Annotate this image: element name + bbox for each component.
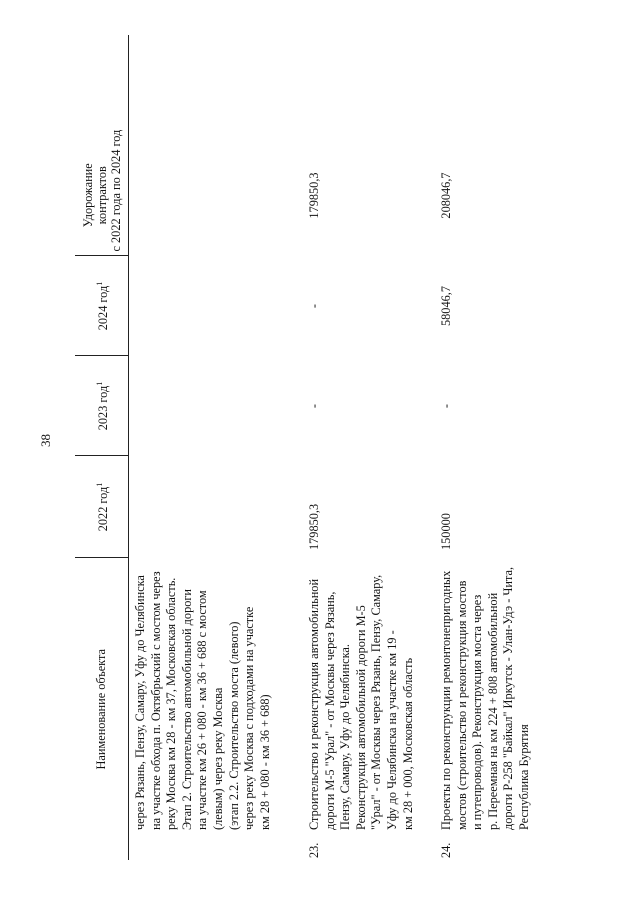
objects-table-rotated (75, 35, 535, 860)
value-2024 (129, 256, 306, 356)
table-row (437, 35, 537, 860)
value-2024: 58046,7 (439, 286, 453, 326)
value-2022: 179850,3 (307, 503, 321, 550)
value-2022: 150000 (439, 513, 453, 550)
object-name-cell: через Рязань, Пензу, Самару, Уфу до Челябинска на участке обхода п. Октябрьский с мостом через реку Москва км 28 - км 37, Московская область. Этап 2. Строительство автомобильной дороги на участке км 26 + 080 - км 36 + 688 с мостом (левым) через реку Москва (этап 2.2. Строительство моста (левого) через реку Москва с подходами на участке км 28 + 080 - км 36 + 688) (133, 571, 272, 830)
value-2023: - (439, 403, 453, 409)
table-row (129, 35, 306, 860)
header-2022: 2022 год$^1$ (75, 456, 129, 558)
header-contract-rise: Удорожание контрактов с 2022 года по 2024 год (75, 135, 129, 256)
row-number: 23. (307, 842, 321, 858)
page-number: 38 (38, 434, 53, 447)
value-contract-rise: 208046,7 (439, 172, 453, 219)
header-object-name: Наименование объекта (75, 558, 129, 860)
value-contract-rise (129, 135, 306, 256)
header-2023: 2023 год$^1$ (75, 356, 129, 456)
row-number: 24. (439, 842, 453, 858)
value-2024: - (307, 303, 321, 309)
value-contract-rise: 179850,3 (307, 172, 321, 219)
header-2024: 2024 год$^1$ (75, 256, 129, 356)
object-name-cell: Строительство и реконструкция автомобильной дороги М-5 "Урал" - от Москвы через Рязань, Пензу, Самару, Уфу до Челябинска. Реконструкция автомобильной дороги М-5 "Урал" - от Москвы через Рязань, Пензу, Самару, Уфу до Челябинска на участке км 19 - км 28 + 000, Московская область (307, 574, 415, 830)
value-2023 (129, 356, 306, 456)
row-number (129, 834, 306, 860)
table-header-row (75, 35, 129, 860)
object-name-cell: Проекты по реконструкции ремонтонепригодных мостов (строительство и реконструкция мостов и путепроводов). Реконструкция моста через р. Переемная на км 224 + 808 автомобильной дороги Р-258 "Байкал" Иркутск - Улан-Удэ - Чита, Республика Бурятия (439, 566, 531, 830)
header-spacer (75, 35, 129, 135)
objects-table (75, 35, 537, 860)
value-2022 (129, 456, 306, 558)
value-2023: - (307, 403, 321, 409)
table-row (305, 35, 437, 860)
